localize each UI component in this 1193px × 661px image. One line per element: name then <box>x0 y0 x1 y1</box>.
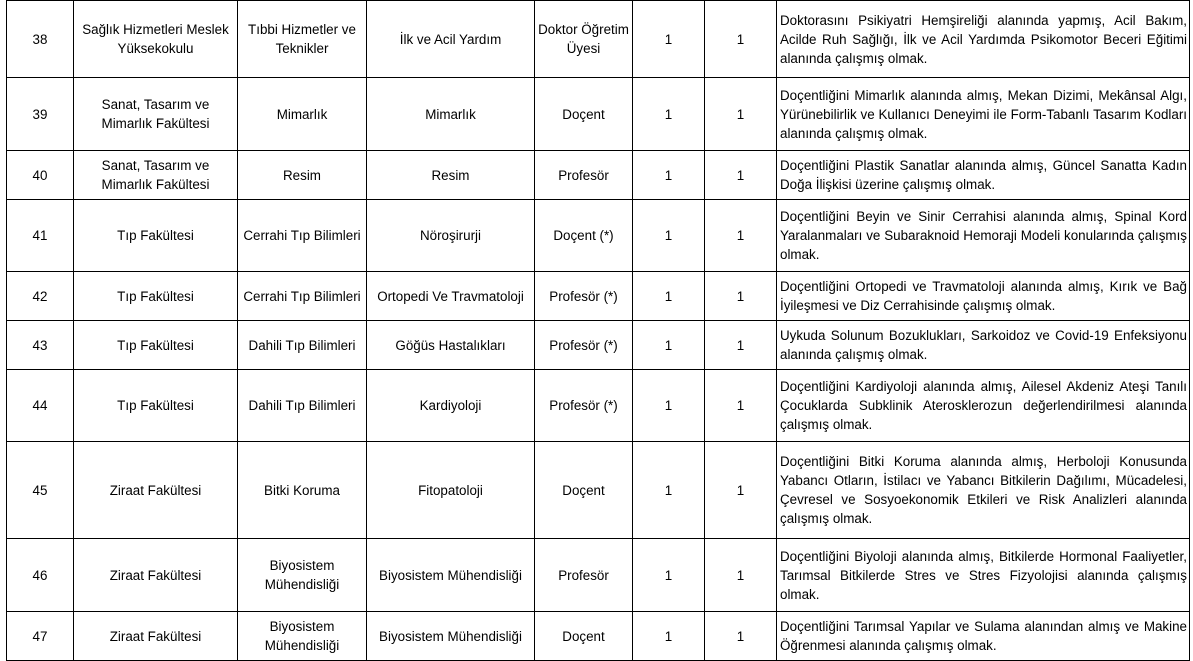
table-row <box>7 1 1190 78</box>
department-cell: Biyosistem Mühendisliği <box>238 612 367 661</box>
count-cell-2: 1 <box>705 78 777 151</box>
count-cell-2: 1 <box>705 200 777 272</box>
program-cell: Göğüs Hastalıkları <box>367 321 535 370</box>
requirement-cell: Uykuda Solunum Bozuklukları, Sarkoidoz ve Covid-19 Enfeksiyonu alanında çalışmış olmak. <box>777 321 1190 370</box>
department-cell: Mimarlık <box>238 78 367 151</box>
count-cell-2: 1 <box>705 612 777 661</box>
requirement-cell: Doçentliğini Bitki Koruma alanında almış, Herboloji Konusunda Yabancı Otların, İstilacı ve Yabancı Bitkilerin Dağılımı, Mücadelesi, Çevresel ve Sosyoekonomik Etkileri ve Risk Analizleri alanında çalışmış olmak. <box>777 442 1190 539</box>
program-cell: Biyosistem Mühendisliği <box>367 539 535 612</box>
row-number: 45 <box>7 442 74 539</box>
count-cell: 1 <box>633 370 705 442</box>
title-cell: Doçent <box>535 442 633 539</box>
title-cell: Doçent <box>535 78 633 151</box>
row-number: 47 <box>7 612 74 661</box>
row-number: 44 <box>7 370 74 442</box>
program-cell: Fitopatoloji <box>367 442 535 539</box>
department-cell: Cerrahi Tıp Bilimleri <box>238 272 367 321</box>
department-cell: Cerrahi Tıp Bilimleri <box>238 200 367 272</box>
requirement-cell: Doktorasını Psikiyatri Hemşireliği alanında yapmış, Acil Bakım, Acilde Ruh Sağlığı, İlk ve Acil Yardımda Psikomotor Beceri Eğitimi alanında çalışmış olmak. <box>777 1 1190 78</box>
title-cell: Doçent <box>535 612 633 661</box>
unit-cell: Tıp Fakültesi <box>74 272 238 321</box>
table-row <box>7 272 1190 321</box>
program-cell: Kardiyoloji <box>367 370 535 442</box>
row-number: 43 <box>7 321 74 370</box>
program-cell: Ortopedi Ve Travmatoloji <box>367 272 535 321</box>
requirement-cell: Doçentliğini Beyin ve Sinir Cerrahisi alanında almış, Spinal Kord Yaralanmaları ve Subaraknoid Hemoraji Modeli konularında çalışmış olmak. <box>777 200 1190 272</box>
title-cell: Profesör <box>535 539 633 612</box>
requirement-cell: Doçentliğini Mimarlık alanında almış, Mekan Dizimi, Mekânsal Algı, Yürünebilirlik ve Kullanıcı Deneyimi ile Form-Tabanlı Tasarım Kodları alanında çalışmış olmak. <box>777 78 1190 151</box>
title-cell: Profesör (*) <box>535 370 633 442</box>
unit-cell: Sanat, Tasarım ve Mimarlık Fakültesi <box>74 78 238 151</box>
table-row <box>7 151 1190 200</box>
count-cell: 1 <box>633 78 705 151</box>
count-cell: 1 <box>633 612 705 661</box>
title-cell: Profesör (*) <box>535 272 633 321</box>
unit-cell: Sanat, Tasarım ve Mimarlık Fakültesi <box>74 151 238 200</box>
positions-table <box>6 0 1190 661</box>
department-cell: Bitki Koruma <box>238 442 367 539</box>
count-cell: 1 <box>633 1 705 78</box>
table-row <box>7 442 1190 539</box>
count-cell: 1 <box>633 539 705 612</box>
count-cell: 1 <box>633 321 705 370</box>
unit-cell: Tıp Fakültesi <box>74 321 238 370</box>
count-cell-2: 1 <box>705 272 777 321</box>
program-cell: Nöroşirurji <box>367 200 535 272</box>
requirement-cell: Doçentliğini Kardiyoloji alanında almış, Ailesel Akdeniz Ateşi Tanılı Çocuklarda Subklinik Aterosklerozun değerlendirilmesi alanında çalışmış olmak. <box>777 370 1190 442</box>
table-row <box>7 78 1190 151</box>
table-row <box>7 612 1190 661</box>
row-number: 39 <box>7 78 74 151</box>
title-cell: Doktor Öğretim Üyesi <box>535 1 633 78</box>
department-cell: Biyosistem Mühendisliği <box>238 539 367 612</box>
count-cell-2: 1 <box>705 442 777 539</box>
unit-cell: Tıp Fakültesi <box>74 200 238 272</box>
department-cell: Tıbbi Hizmetler ve Teknikler <box>238 1 367 78</box>
unit-cell: Ziraat Fakültesi <box>74 612 238 661</box>
department-cell: Dahili Tıp Bilimleri <box>238 370 367 442</box>
count-cell-2: 1 <box>705 1 777 78</box>
unit-cell: Sağlık Hizmetleri Meslek Yüksekokulu <box>74 1 238 78</box>
table-row <box>7 370 1190 442</box>
table-row <box>7 321 1190 370</box>
unit-cell: Ziraat Fakültesi <box>74 442 238 539</box>
count-cell-2: 1 <box>705 370 777 442</box>
count-cell-2: 1 <box>705 321 777 370</box>
unit-cell: Ziraat Fakültesi <box>74 539 238 612</box>
count-cell-2: 1 <box>705 151 777 200</box>
table-row <box>7 200 1190 272</box>
requirement-cell: Doçentliğini Biyoloji alanında almış, Bitkilerde Hormonal Faaliyetler, Tarımsal Bitkilerde Stres ve Stres Fizyolojisi alanında çalışmış olmak. <box>777 539 1190 612</box>
row-number: 38 <box>7 1 74 78</box>
department-cell: Resim <box>238 151 367 200</box>
unit-cell: Tıp Fakültesi <box>74 370 238 442</box>
requirement-cell: Doçentliğini Plastik Sanatlar alanında almış, Güncel Sanatta Kadın Doğa İlişkisi üzerine çalışmış olmak. <box>777 151 1190 200</box>
requirement-cell: Doçentliğini Ortopedi ve Travmatoloji alanında almış, Kırık ve Bağ İyileşmesi ve Diz Cerrahisinde çalışmış olmak. <box>777 272 1190 321</box>
row-number: 40 <box>7 151 74 200</box>
title-cell: Profesör <box>535 151 633 200</box>
program-cell: Resim <box>367 151 535 200</box>
table-body <box>7 1 1190 661</box>
program-cell: Biyosistem Mühendisliği <box>367 612 535 661</box>
program-cell: Mimarlık <box>367 78 535 151</box>
requirement-cell: Doçentliğini Tarımsal Yapılar ve Sulama alanından almış ve Makine Öğrenmesi alanında çalışmış olmak. <box>777 612 1190 661</box>
row-number: 42 <box>7 272 74 321</box>
table-row <box>7 539 1190 612</box>
count-cell-2: 1 <box>705 539 777 612</box>
count-cell: 1 <box>633 200 705 272</box>
count-cell: 1 <box>633 272 705 321</box>
title-cell: Profesör (*) <box>535 321 633 370</box>
count-cell: 1 <box>633 151 705 200</box>
count-cell: 1 <box>633 442 705 539</box>
program-cell: İlk ve Acil Yardım <box>367 1 535 78</box>
row-number: 41 <box>7 200 74 272</box>
row-number: 46 <box>7 539 74 612</box>
title-cell: Doçent (*) <box>535 200 633 272</box>
department-cell: Dahili Tıp Bilimleri <box>238 321 367 370</box>
